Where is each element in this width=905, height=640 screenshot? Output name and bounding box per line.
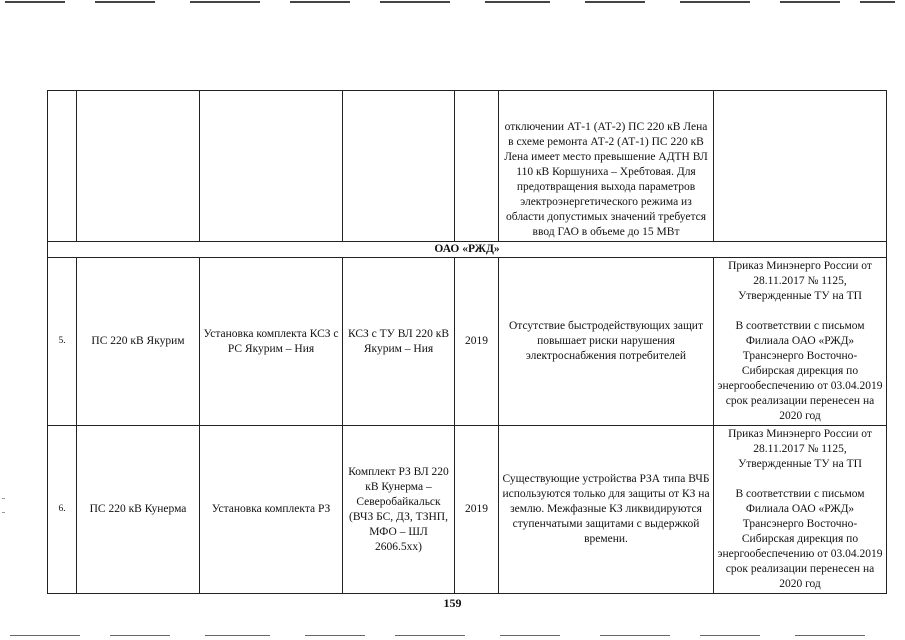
cell-num: 6. [48,426,77,594]
investment-table [47,90,887,594]
scan-mark [2,498,5,499]
table-row [48,91,887,242]
cell-reason: Отсутствие быстродействующих защит повышает риски нарушения электроснабжения потребителей [499,258,714,426]
basis-order: Приказ Минэнерго России от 28.11.2017 № 1125, Утвержденные ТУ на ТП [728,428,872,470]
basis-order: Приказ Минэнерго России от 28.11.2017 № 1125, Утвержденные ТУ на ТП [728,260,872,302]
basis-letter: В соответствии с письмом Филиала ОАО «РЖД» Трансэнерго Восточно-Сибирская дирекция по энергообеспечению от 03.04.2019 срок реализации перенесен на 2020 год [717,488,883,590]
cell-substation [77,91,200,242]
basis-letter: В соответствии с письмом Филиала ОАО «РЖД» Трансэнерго Восточно-Сибирская дирекция по энергообеспечению от 03.04.2019 срок реализации перенесен на 2020 год [717,320,883,422]
cell-basis [714,258,887,426]
cell-measure [200,91,343,242]
cell-substation: ПС 220 кВ Кунерма [77,426,200,594]
table-row [48,426,887,594]
cell-basis [714,91,887,242]
cell-measure: Установка комплекта КСЗ с РС Якурим – Ния [200,258,343,426]
cell-num: 5. [48,258,77,426]
cell-year: 2019 [455,426,499,594]
section-title: ОАО «РЖД» [48,242,887,258]
cell-reason: отключении АТ-1 (АТ-2) ПС 220 кВ Лена в схеме ремонта АТ-2 (АТ-1) ПС 220 кВ Лена имеет место превышение АДТН ВЛ 110 кВ Коршуниха – Хребтовая. Для предотвращения выхода параметров электроэнергетического режима из области допустимых значений требуется ввод ГАО в объеме до 15 МВт [499,91,714,242]
cell-basis [714,426,887,594]
cell-equipment [343,91,455,242]
cell-equipment: Комплект РЗ ВЛ 220 кВ Кунерма – Северобайкальск (ВЧЗ БС, ДЗ, ТЗНП, МФО – ШЛ 2606.5хх) [343,426,455,594]
cell-year: 2019 [455,258,499,426]
cell-equipment: КСЗ с ТУ ВЛ 220 кВ Якурим – Ния [343,258,455,426]
cell-reason: Существующие устройства РЗА типа ВЧБ используются только для защиты от КЗ на землю. Межфазные КЗ ликвидируются ступенчатыми защитами с выдержкой времени. [499,426,714,594]
top-edge-rule [0,0,905,8]
cell-measure: Установка комплекта РЗ [200,426,343,594]
cell-year [455,91,499,242]
page-number: 159 [443,596,462,610]
table-row [48,258,887,426]
scan-mark [2,512,5,513]
section-header-row [48,242,887,258]
cell-substation: ПС 220 кВ Якурим [77,258,200,426]
bottom-edge-rule [0,632,905,640]
cell-num [48,91,77,242]
